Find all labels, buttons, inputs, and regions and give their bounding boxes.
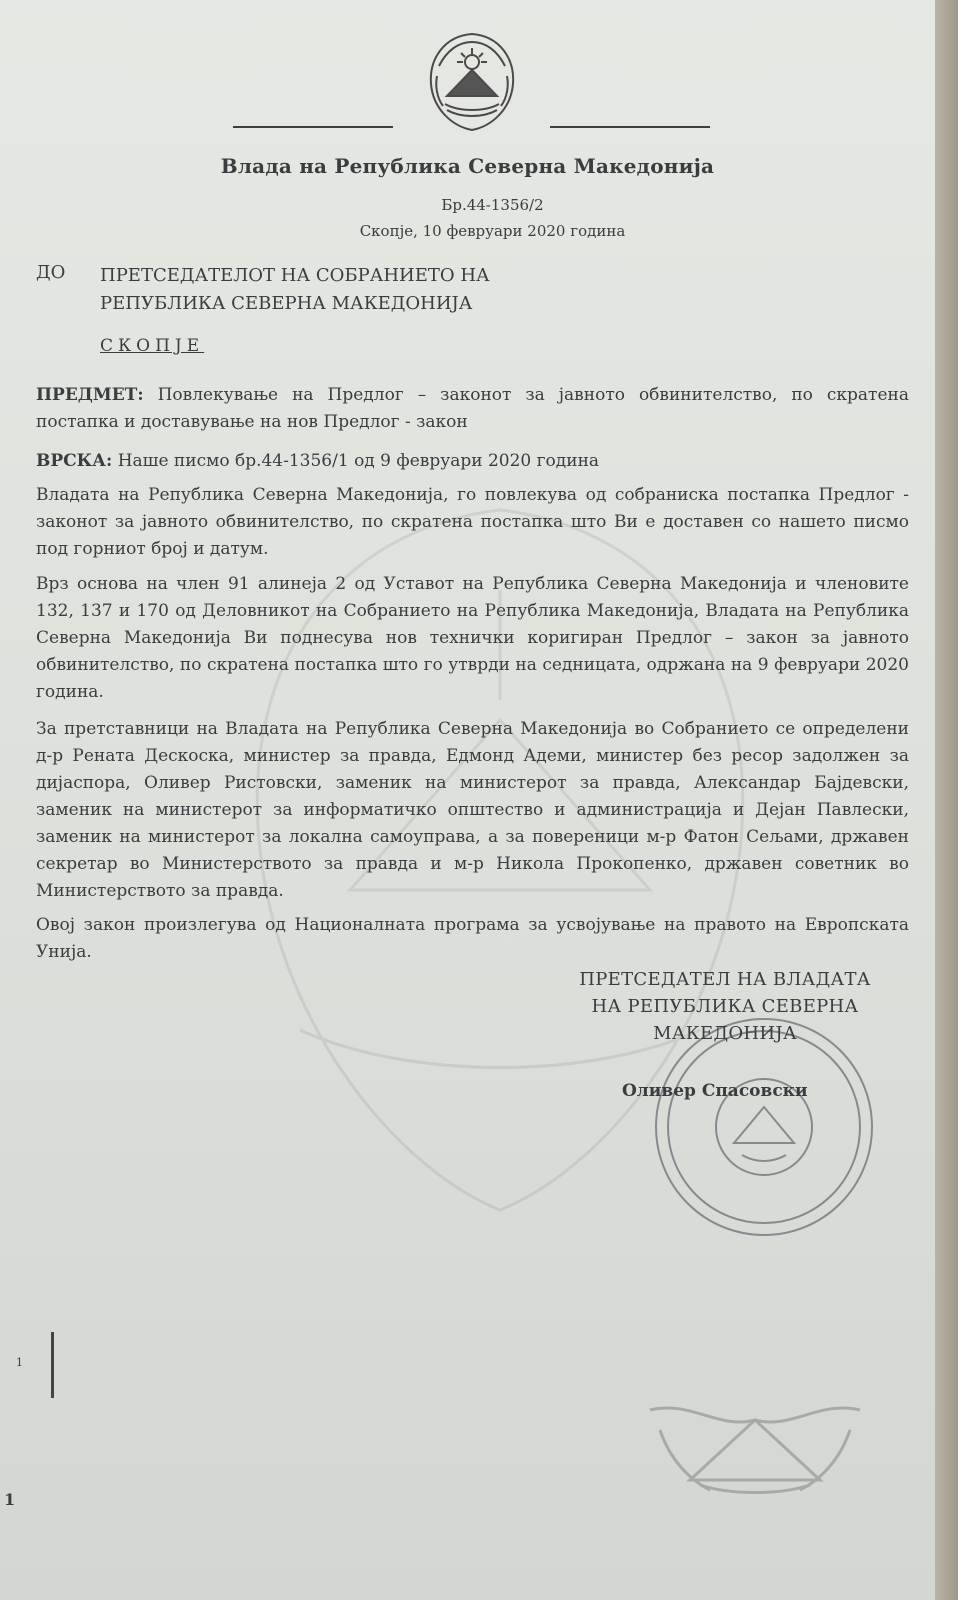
body-paragraph-4: Овој закон произлегува од Националната програма за усвојување на правото на Европската Унија. — [36, 915, 909, 962]
reference-text: Наше писмо бр.44-1356/1 од 9 февруари 2020 година — [117, 451, 600, 471]
reference-number: Бр.44-1356/2 — [441, 196, 544, 214]
coat-of-arms-watermark-icon — [630, 1390, 880, 1500]
recipient-line-1: ПРЕТСЕДАТЕЛОТ НА СОБРАНИЕТО НА — [100, 265, 490, 286]
city-date: Скопје, 10 февруари 2020 година — [359, 222, 626, 240]
page-number: 1 — [4, 1490, 16, 1509]
body-paragraph-2: Врз основа на член 91 алинеја 2 од Уставот на Република Северна Македонија и членовите 132, 137 и 170 од Деловникот на Собранието на Република Македонија, Владата на Република Северна Македонија Ви поднесува нов технички коригиран Предлог – закон за јавното обвинителство, по скратена постапка што го утврди на седницата, одржана на 9 февруари 2020 година. — [36, 574, 909, 702]
subject-paragraph — [36, 382, 909, 436]
signer-name: Оливер Спасовски — [622, 1081, 808, 1101]
subject-text: Повлекување на Предлог – законот за јавното обвинителство, по скратена постапка и доставување на нов Предлог - закон — [36, 385, 909, 432]
signature-title-line-1: ПРЕТСЕДАТЕЛ НА ВЛАДАТА — [579, 969, 871, 990]
reference-label: ВРСКА: — [36, 451, 113, 471]
signature-title-line-2: НА РЕПУБЛИКА СЕВЕРНА — [591, 996, 859, 1017]
to-label: ДО — [36, 262, 66, 283]
margin-mark: 1 — [16, 1356, 23, 1369]
recipient-block — [100, 262, 490, 318]
margin-line — [51, 1332, 54, 1398]
subject-label: ПРЕДМЕТ: — [36, 385, 144, 405]
coat-of-arms-icon — [417, 26, 527, 136]
paper-edge — [935, 0, 958, 1600]
header-rule-right — [550, 126, 710, 128]
header-rule-left — [233, 126, 393, 128]
government-title: Влада на Република Северна Македонија — [220, 154, 715, 178]
reference-paragraph — [36, 448, 909, 475]
body-paragraph-3: За претставници на Владата на Република Северна Македонија во Собранието се определени д-р Рената Дескоска, министер за правда, Едмонд Адеми, министер без ресор задолжен за дијаспора, Оливер Ристовски, заменик на министерот за правда, Александар Бајдевски, заменик на министерот за информатичко општество и администрација и Дејан Павлески, заменик на министерот за локална самоуправа, а за повереници м-р Фатон Сељами, државен секретар во Министерството за правда и м-р Никола Прокопенко, државен советник во Министерството за правда. — [36, 719, 909, 901]
recipient-city: СКОПЈЕ — [100, 336, 205, 356]
recipient-line-2: РЕПУБЛИКА СЕВЕРНА МАКЕДОНИЈА — [100, 293, 473, 314]
signature-title — [555, 966, 895, 1047]
official-round-seal-icon — [652, 1015, 877, 1240]
body-paragraph-1: Владата на Република Северна Македонија, го повлекува од собраниска постапка Предлог - законот за јавното обвинителство, по скратена постапка што Ви е доставен со нашето писмо под горниот број и датум. — [36, 485, 909, 559]
signature-title-line-3: МАКЕДОНИЈА — [653, 1023, 797, 1044]
